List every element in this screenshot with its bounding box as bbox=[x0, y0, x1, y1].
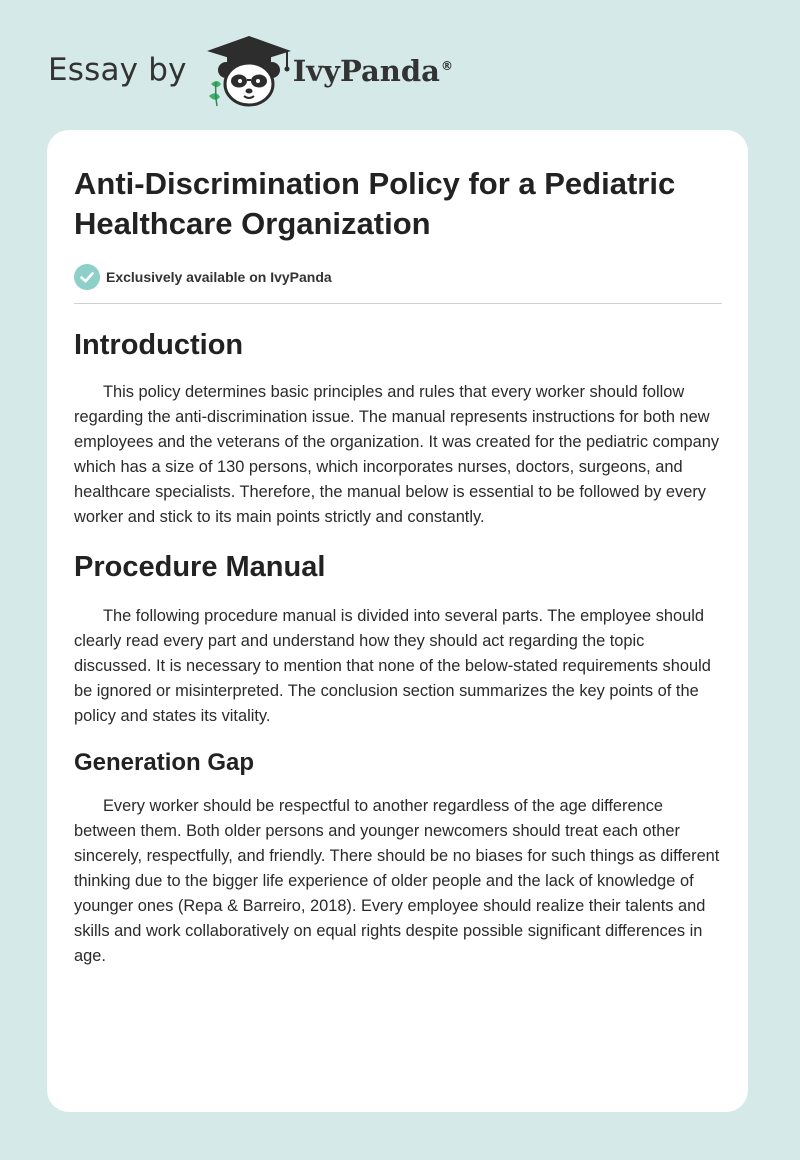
section-paragraph: Every worker should be respectful to another regardless of the age difference between them. Both older persons and younger newcomers should treat each other sincerely, respectfully, and friendly. There should be no biases for such things as different thinking due to the bigger life experience of older people and the lack of knowledge of younger ones (Repa & Barreiro, 2018). Every employee should realize their talents and skills and work collaboratively on equal rights despite possible significant differences in age. bbox=[74, 797, 720, 965]
section-procedure-manual bbox=[74, 549, 722, 729]
essay-card bbox=[47, 130, 748, 1112]
section-paragraph: This policy determines basic principles and rules that every worker should follow regarding the anti-discrimination issue. The manual represents instructions for both new employees and the veterans of the organization. It was created for the pediatric company which has a size of 130 persons, which incorporates nurses, doctors, surgeons, and healthcare specialists. Therefore, the manual below is essential to be followed by every worker and stick to its main points strictly and constantly. bbox=[74, 383, 720, 526]
essay-title: Anti-Discrimination Policy for a Pediatric Healthcare Organization bbox=[74, 166, 676, 241]
section-generation-gap bbox=[74, 748, 722, 969]
exclusive-label: Exclusively available on IvyPanda bbox=[106, 269, 332, 285]
section-introduction bbox=[74, 327, 722, 530]
section-heading: Introduction bbox=[74, 329, 244, 361]
divider bbox=[74, 303, 722, 304]
site-header bbox=[48, 34, 453, 110]
ivypanda-wordmark[interactable]: IvyPanda® bbox=[292, 54, 453, 88]
check-circle-icon bbox=[74, 264, 100, 290]
panda-graduate-logo-icon[interactable] bbox=[203, 34, 295, 110]
subsection-heading: Generation Gap bbox=[74, 749, 255, 776]
section-heading: Procedure Manual bbox=[74, 551, 326, 583]
exclusive-badge bbox=[74, 264, 722, 290]
registered-mark: ® bbox=[440, 59, 453, 74]
section-paragraph: The following procedure manual is divided into several parts. The employee should clearly read every part and understand how they should act regarding the topic discussed. It is necessary to mention that none of the below-stated requirements should be ignored or misinterpreted. The conclusion section summarizes the key points of the policy and states its vitality. bbox=[74, 607, 711, 725]
essay-by-label: Essay by bbox=[48, 52, 187, 88]
